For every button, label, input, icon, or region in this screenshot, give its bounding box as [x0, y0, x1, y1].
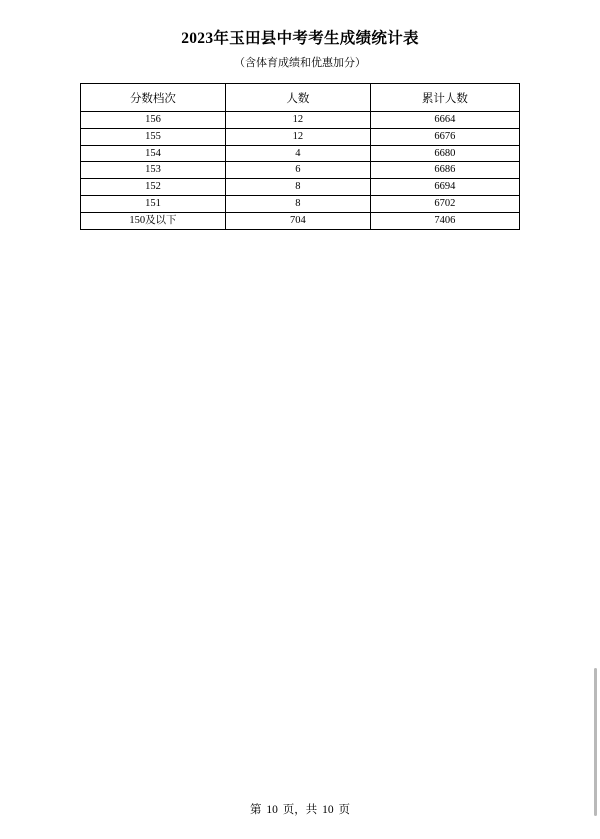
cell-cumulative: 7406 [370, 212, 519, 229]
column-header-score-band: 分数档次 [81, 84, 226, 112]
column-header-count: 人数 [225, 84, 370, 112]
table-row [81, 212, 520, 229]
cell-cumulative: 6702 [370, 195, 519, 212]
table-header-row [81, 84, 520, 112]
cell-count: 12 [225, 112, 370, 129]
cell-score-band: 156 [81, 112, 226, 129]
cell-cumulative: 6694 [370, 179, 519, 196]
table-row [81, 162, 520, 179]
page-footer [0, 801, 600, 817]
page-title: 2023年玉田县中考考生成绩统计表 [181, 30, 419, 47]
cell-score-band: 150及以下 [81, 212, 226, 229]
cell-count: 8 [225, 195, 370, 212]
footer-prefix: 第 [250, 804, 262, 816]
footer-middle: 页，共 [282, 804, 318, 816]
cell-score-band: 154 [81, 145, 226, 162]
score-statistics-table [80, 83, 520, 230]
cell-count: 704 [225, 212, 370, 229]
footer-suffix: 页 [338, 804, 350, 816]
cell-cumulative: 6676 [370, 128, 519, 145]
table-row [81, 195, 520, 212]
table-row [81, 179, 520, 196]
cell-score-band: 151 [81, 195, 226, 212]
table-row [81, 112, 520, 129]
footer-total-pages: 10 [322, 804, 334, 816]
score-table-container [80, 83, 520, 230]
table-row [81, 145, 520, 162]
cell-cumulative: 6664 [370, 112, 519, 129]
cell-score-band: 153 [81, 162, 226, 179]
cell-score-band: 152 [81, 179, 226, 196]
table-row [81, 128, 520, 145]
column-header-cumulative: 累计人数 [370, 84, 519, 112]
page-subtitle: （含体育成绩和优惠加分） [234, 57, 366, 69]
cell-count: 8 [225, 179, 370, 196]
cell-count: 12 [225, 128, 370, 145]
cell-count: 4 [225, 145, 370, 162]
cell-count: 6 [225, 162, 370, 179]
cell-cumulative: 6680 [370, 145, 519, 162]
footer-current-page: 10 [266, 804, 278, 816]
cell-score-band: 155 [81, 128, 226, 145]
cell-cumulative: 6686 [370, 162, 519, 179]
vertical-scrollbar[interactable] [594, 668, 597, 816]
